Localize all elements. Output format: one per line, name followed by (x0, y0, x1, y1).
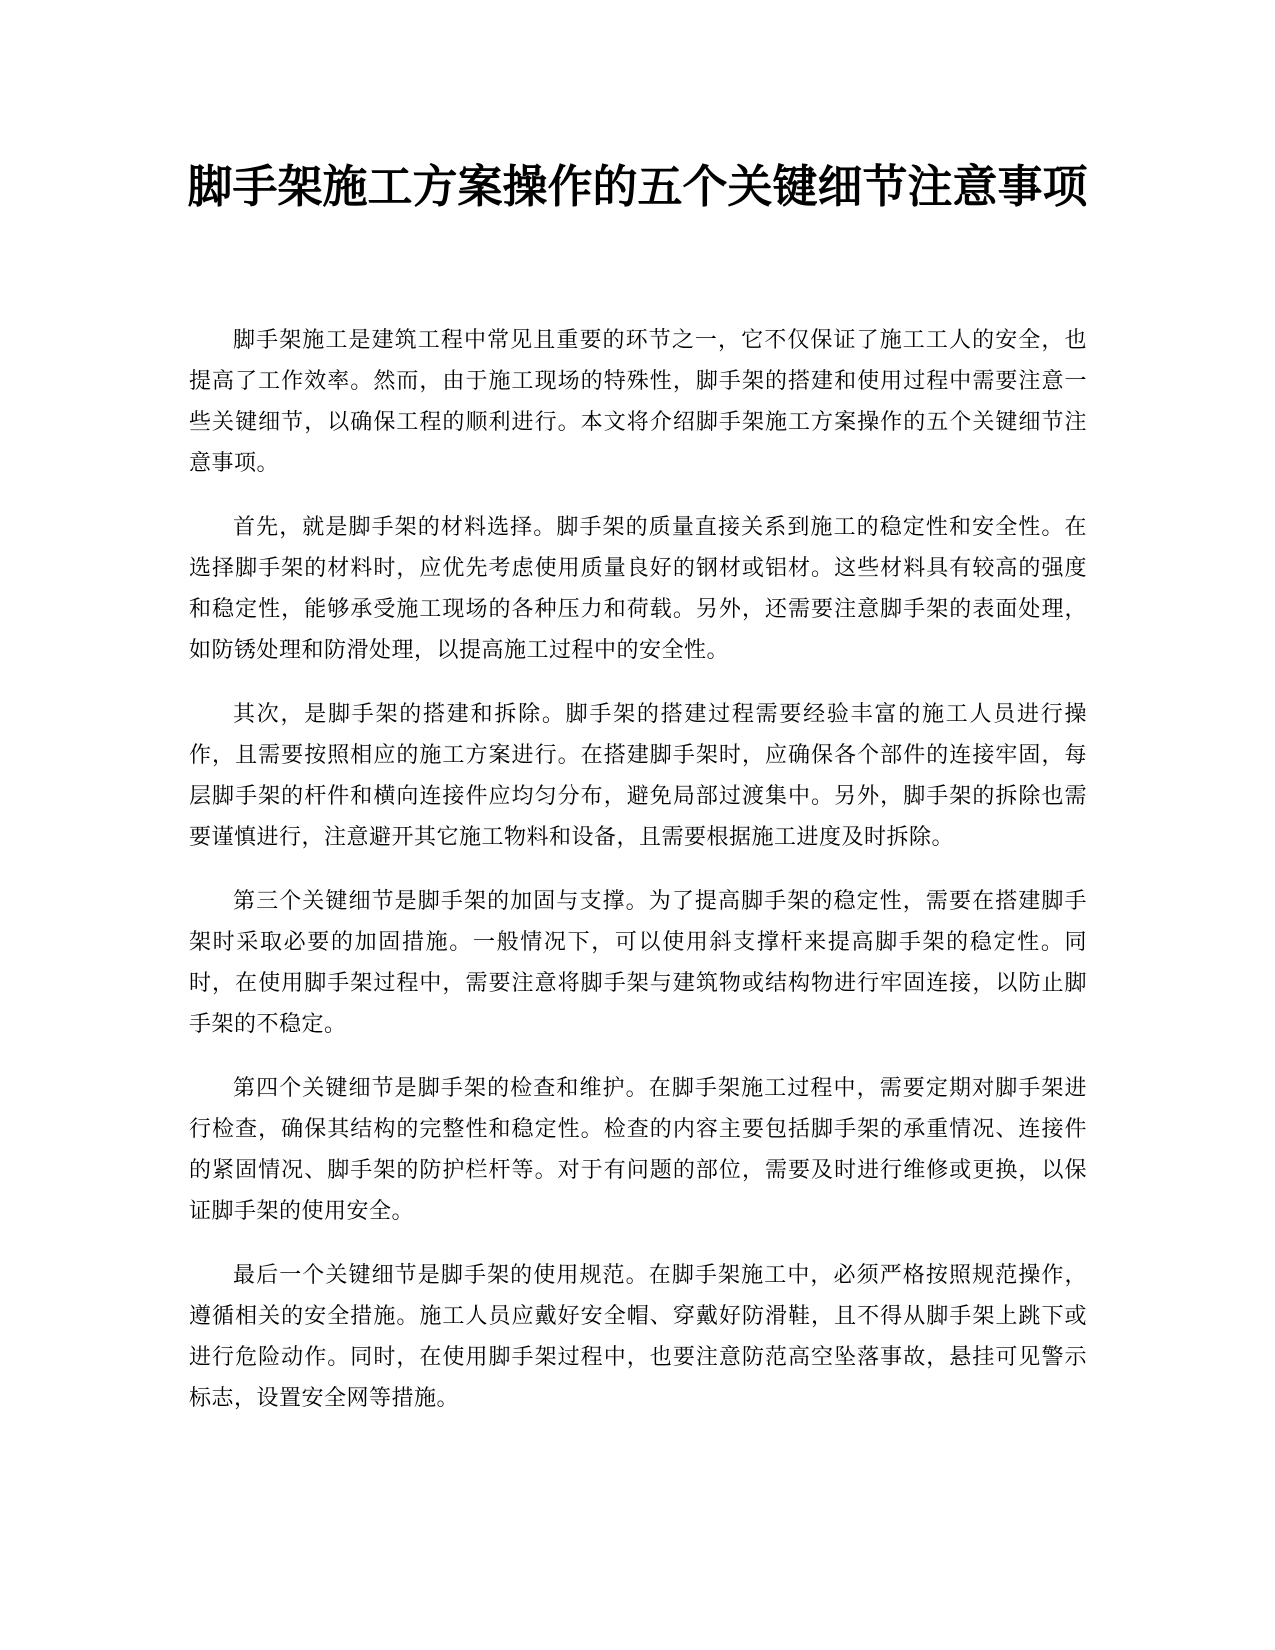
document-body (189, 320, 1087, 1442)
paragraph-usage-standards: 最后一个关键细节是脚手架的使用规范。在脚手架施工中，必须严格按照规范操作，遵循相关的安全措施。施工人员应戴好安全帽、穿戴好防滑鞋，且不得从脚手架上跳下或进行危险动作。同时，在使用脚手架过程中，也要注意防范高空坠落事故，悬挂可见警示标志，设置安全网等措施。 (189, 1263, 1087, 1411)
paragraph-material-selection: 首先，就是脚手架的材料选择。脚手架的质量直接关系到施工的稳定性和安全性。在选择脚手架的材料时，应优先考虑使用质量良好的钢材或铝材。这些材料具有较高的强度和稳定性，能够承受施工现场的各种压力和荷载。另外，还需要注意脚手架的表面处理，如防锈处理和防滑处理，以提高施工过程中的安全性。 (189, 515, 1087, 663)
paragraph-reinforcement-support: 第三个关键细节是脚手架的加固与支撑。为了提高脚手架的稳定性，需要在搭建脚手架时采取必要的加固措施。一般情况下，可以使用斜支撑杆来提高脚手架的稳定性。同时，在使用脚手架过程中，需要注意将脚手架与建筑物或结构物进行牢固连接，以防止脚手架的不稳定。 (189, 889, 1087, 1037)
paragraph-intro: 脚手架施工是建筑工程中常见且重要的环节之一，它不仅保证了施工工人的安全，也提高了工作效率。然而，由于施工现场的特殊性，脚手架的搭建和使用过程中需要注意一些关键细节，以确保工程的顺利进行。本文将介绍脚手架施工方案操作的五个关键细节注意事项。 (189, 328, 1087, 476)
paragraph-erection-dismantling: 其次，是脚手架的搭建和拆除。脚手架的搭建过程需要经验丰富的施工人员进行操作，且需要按照相应的施工方案进行。在搭建脚手架时，应确保各个部件的连接牢固，每层脚手架的杆件和横向连接件应均匀分布，避免局部过渡集中。另外，脚手架的拆除也需要谨慎进行，注意避开其它施工物料和设备，且需要根据施工进度及时拆除。 (189, 702, 1087, 850)
paragraph-inspection-maintenance: 第四个关键细节是脚手架的检查和维护。在脚手架施工过程中，需要定期对脚手架进行检查，确保其结构的完整性和稳定性。检查的内容主要包括脚手架的承重情况、连接件的紧固情况、脚手架的防护栏杆等。对于有问题的部位，需要及时进行维修或更换，以保证脚手架的使用安全。 (189, 1076, 1087, 1224)
document-title: 脚手架施工方案操作的五个关键细节注意事项 (187, 160, 1088, 213)
